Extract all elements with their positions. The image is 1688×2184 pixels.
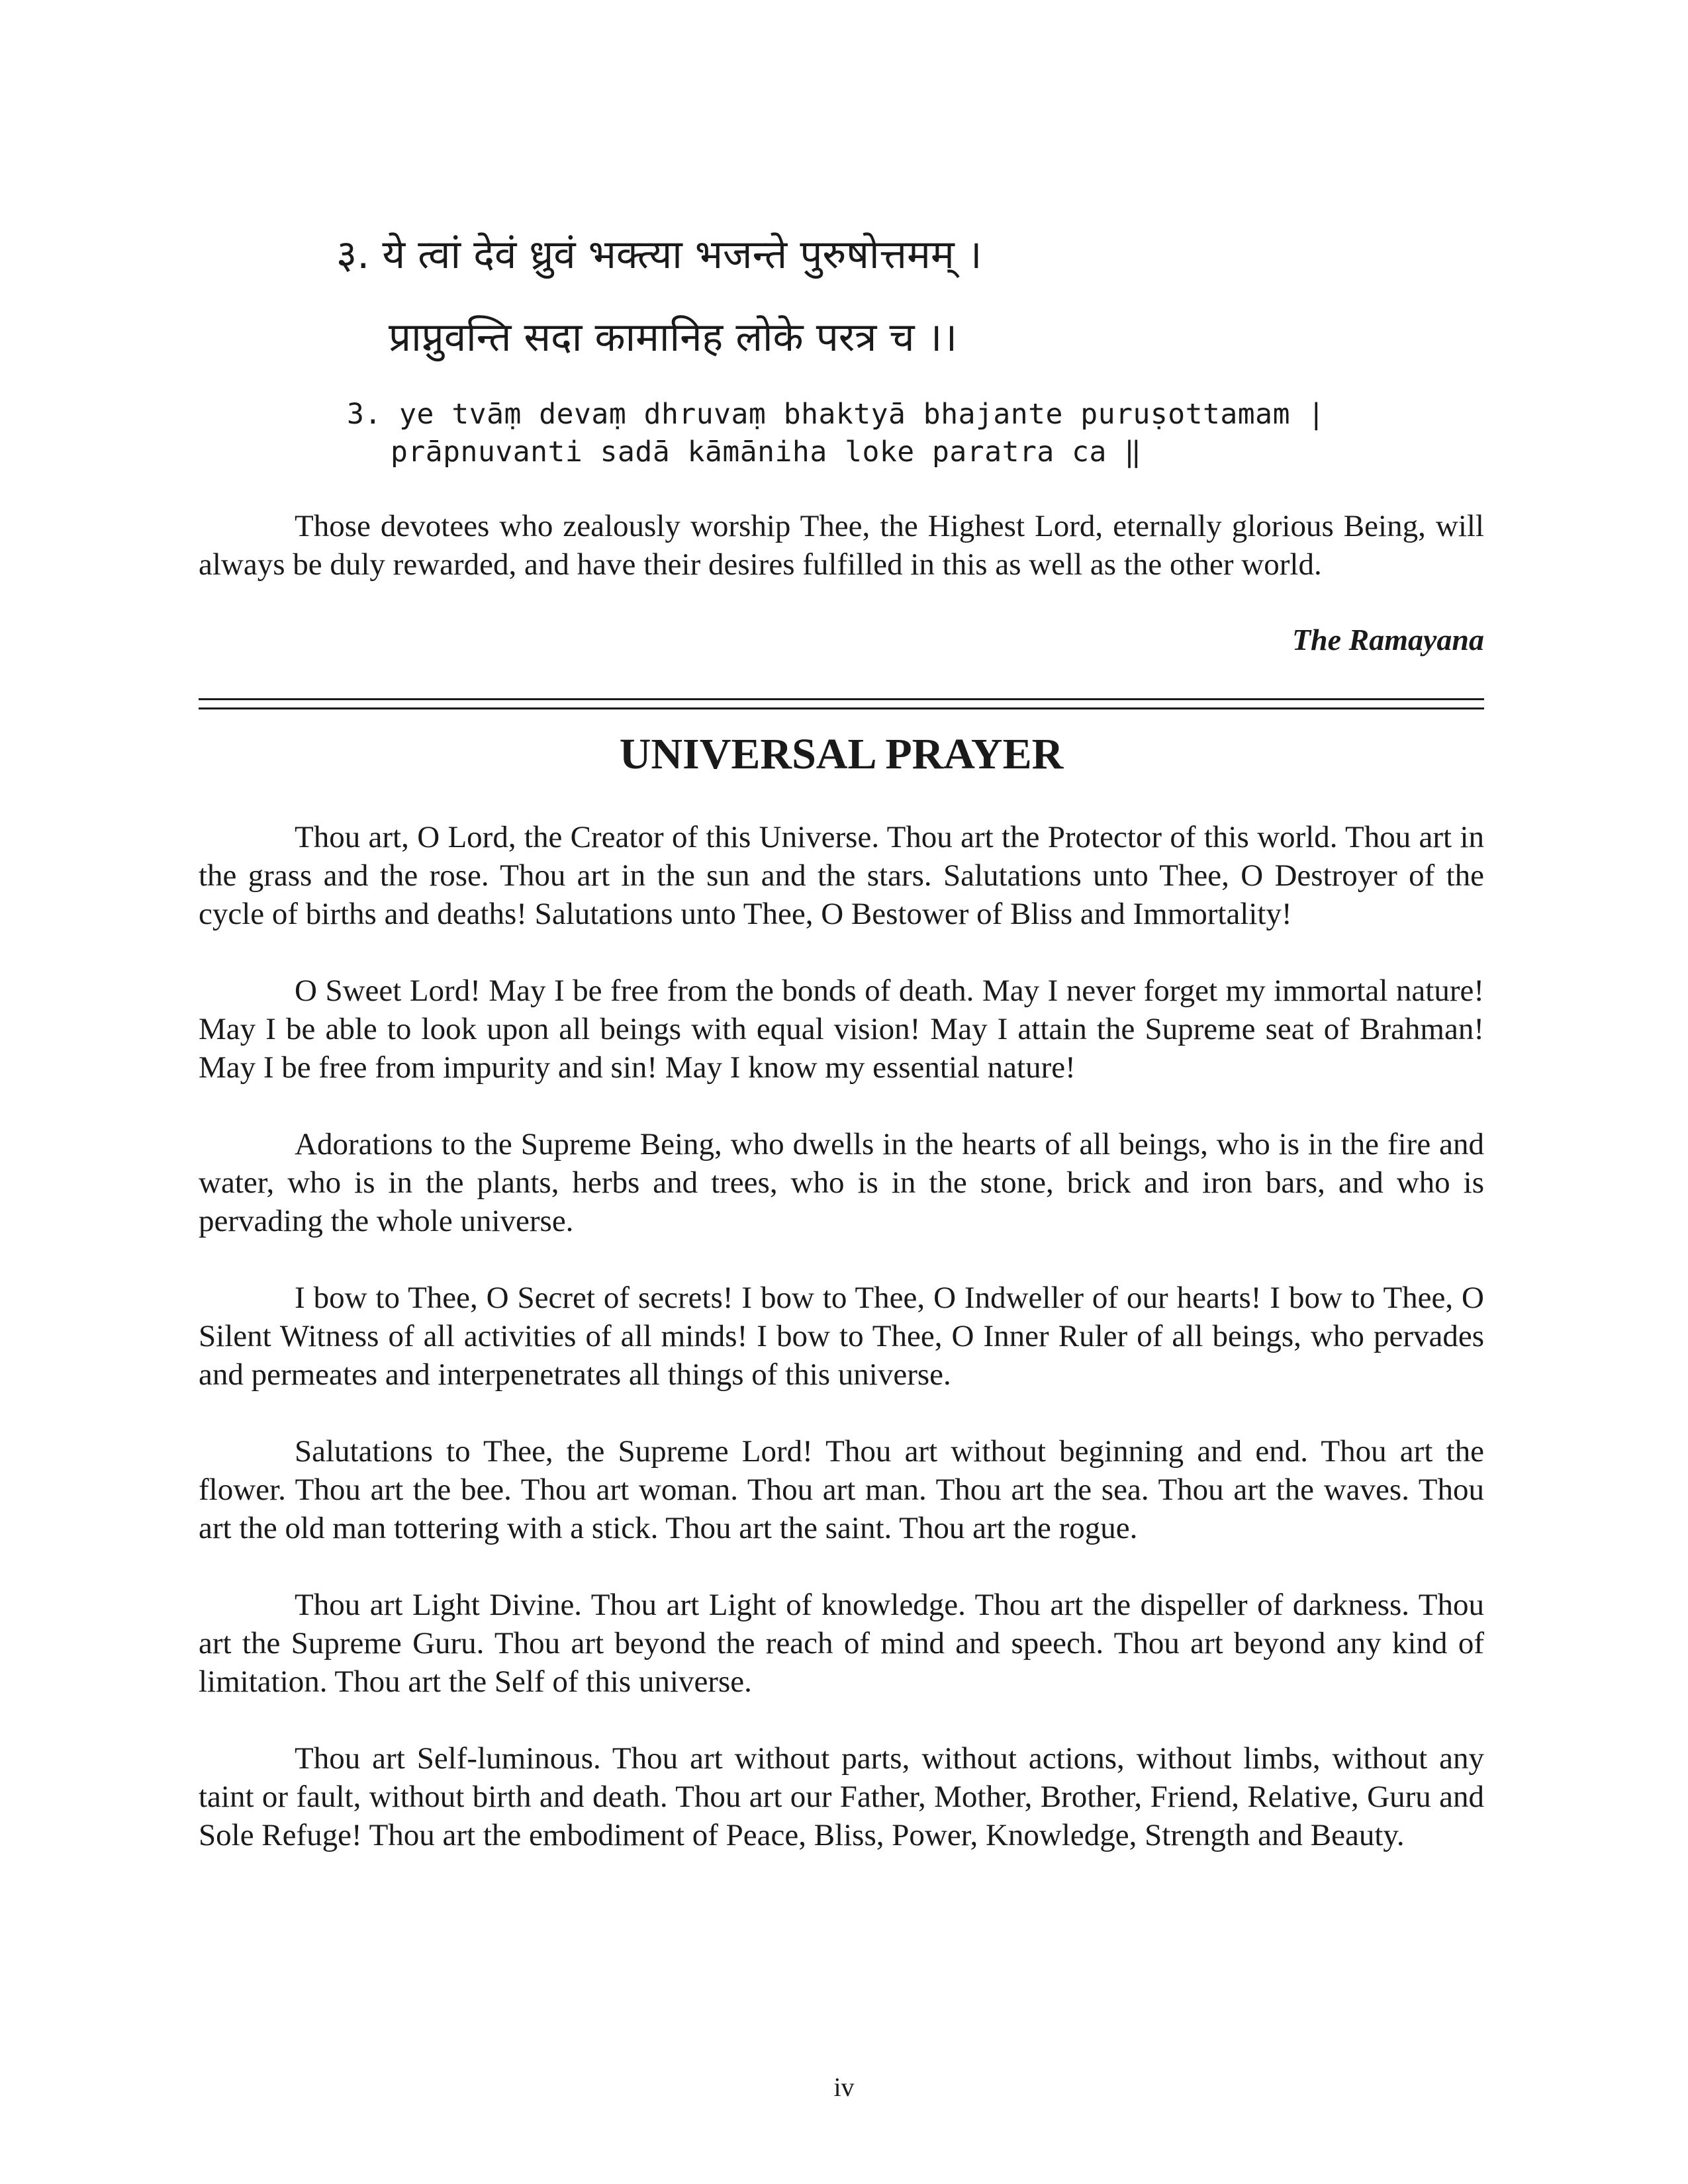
prayer-paragraph: Adorations to the Supreme Being, who dwells in the hearts of all beings, who is in the fire and water, who is in the plants, herbs and trees, who is in the stone, brick and iron bars, and who is pervading the whole universe. xyxy=(199,1127,1484,1238)
section-divider-top xyxy=(199,698,1484,700)
sanskrit-verse-line-2: प्राप्नुवन्ति सदा कामानिह लोके परत्र च ।। xyxy=(389,314,958,361)
transliteration-line-1: 3. ye tvāṃ devaṃ dhruvaṃ bhaktyā bhajante puruṣottamam | xyxy=(347,398,1325,431)
page-title: UNIVERSAL PRAYER xyxy=(619,730,1064,778)
transliteration-line-2: prāpnuvanti sadā kāmāniha loke paratra ca ‖ xyxy=(391,435,1142,469)
prayer-paragraph: I bow to Thee, O Secret of secrets! I bow to Thee, O Indweller of our hearts! I bow to Thee, O Silent Witness of all activities of all minds! I bow to Thee, O Inner Ruler of all beings, who pervades and permeates and interpenetrates all things of this universe. xyxy=(199,1281,1484,1392)
page-number: iv xyxy=(833,2072,855,2102)
prayer-paragraph: Salutations to Thee, the Supreme Lord! Thou art without beginning and end. Thou art the flower. Thou art the bee. Thou art woman. Thou art man. Thou art the sea. Thou art the waves. Thou art the old man tottering with a stick. Thou art the saint. Thou art the rogue. xyxy=(199,1434,1484,1545)
verse-attribution: The Ramayana xyxy=(1291,623,1484,657)
prayer-paragraph: Thou art Light Divine. Thou art Light of knowledge. Thou art the dispeller of darkness. Thou art the Supreme Guru. Thou art beyond the reach of mind and speech. Thou art beyond any kind of limitation. Thou art the Self of this universe. xyxy=(199,1588,1484,1699)
section-divider-bottom xyxy=(199,707,1484,709)
verse-translation: Those devotees who zealously worship Thee, the Highest Lord, eternally glorious Being, will always be duly rewarded, and have their desires fulfilled in this as well as the other world. xyxy=(199,509,1484,582)
prayer-paragraph: Thou art, O Lord, the Creator of this Universe. Thou art the Protector of this world. Thou art in the grass and the rose. Thou art in the sun and the stars. Salutations unto Thee, O Destroyer of the cycle of births and deaths! Salutations unto Thee, O Bestower of Bliss and Immortality! xyxy=(199,820,1484,931)
prayer-paragraph: Thou art Self-luminous. Thou art without parts, without actions, without limbs, without any taint or fault, without birth and death. Thou art our Father, Mother, Brother, Friend, Relative, Guru and Sole Refuge! Thou art the embodiment of Peace, Bliss, Power, Knowledge, Strength and Beauty. xyxy=(199,1741,1484,1852)
prayer-paragraph: O Sweet Lord! May I be free from the bonds of death. May I never forget my immortal nature! May I be able to look upon all beings with equal vision! May I attain the Supreme seat of Brahman! May I be free from impurity and sin! May I know my essential nature! xyxy=(199,974,1484,1085)
sanskrit-verse-line-1: ३. ये त्वां देवं ध्रुवं भक्त्या भजन्ते पुरुषोत्तमम् । xyxy=(336,232,982,278)
